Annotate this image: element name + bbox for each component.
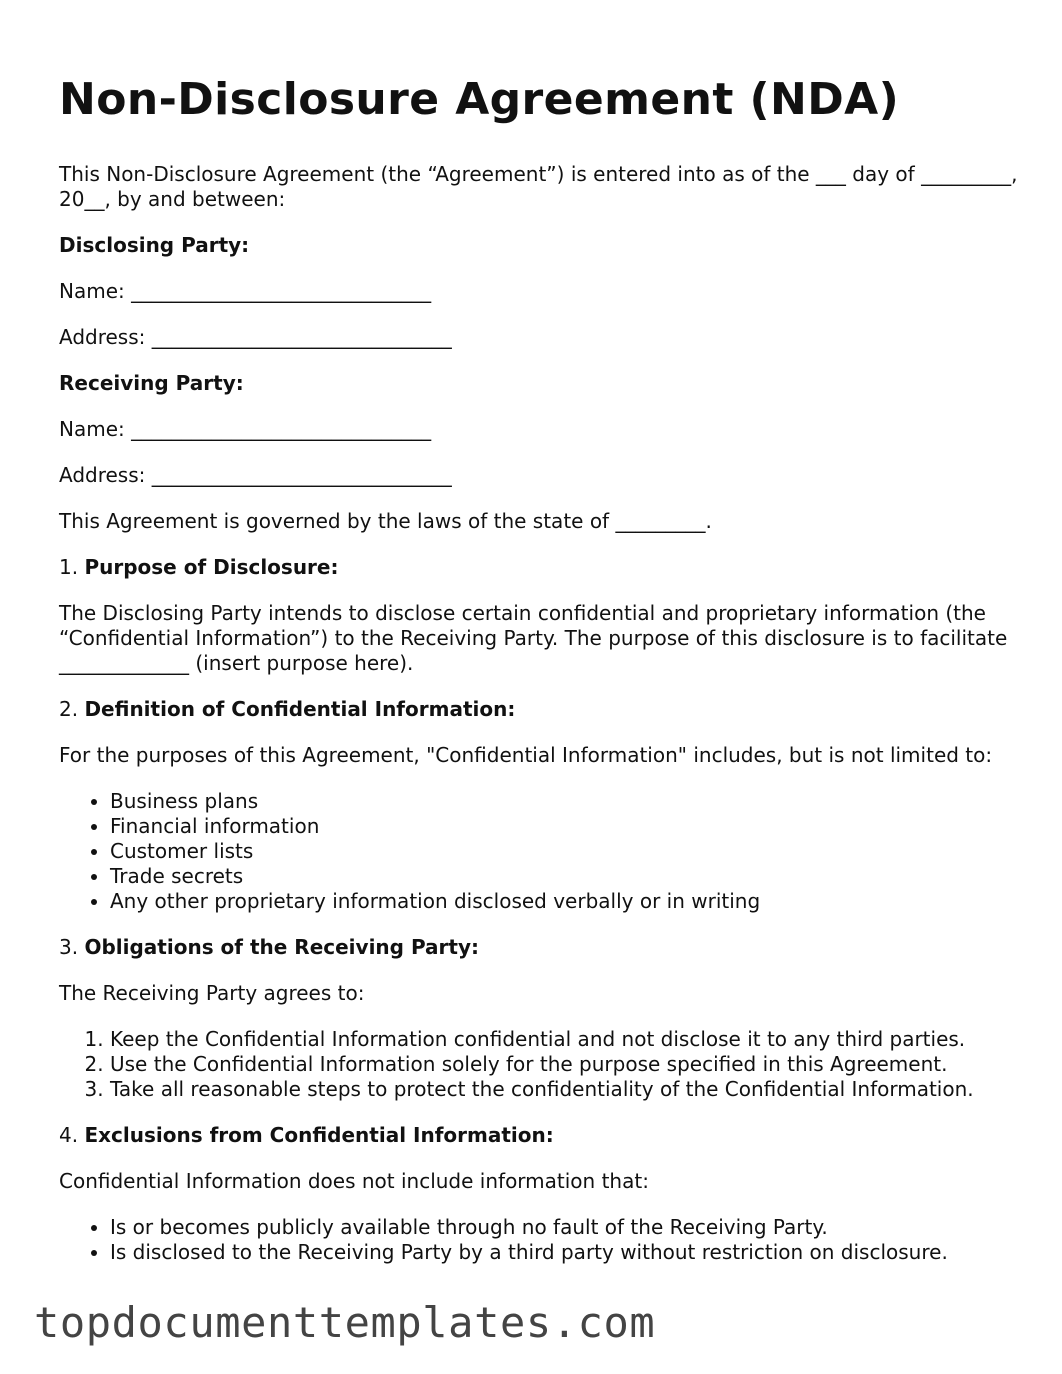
document-page [59,72,1019,1286]
receiving-party-address-field: Address: ______________________________ [59,463,452,487]
list-item: 3. Take all reasonable steps to protect the confidentiality of the Confidential Information. [110,1077,1019,1102]
list-item: 2. Use the Confidential Information solely for the purpose specified in this Agreement. [110,1052,1019,1077]
section-number: 2. [59,697,79,721]
section-number: 4. [59,1123,79,1147]
exclusions-list [59,1215,1019,1265]
governing-law-paragraph: This Agreement is governed by the laws of the state of _________. [59,509,712,533]
list-item: • Business plans [110,789,1019,814]
section-body: The Disclosing Party intends to disclose certain confidential and proprietary information (the “Confidential Information”) to the Receiving Party. The purpose of this disclosure is to facilitate _____________ (insert purpose here). [59,601,1008,675]
list-item: 1. Keep the Confidential Information confidential and not disclose it to any third parties. [110,1027,1019,1052]
obligations-list [59,1027,1019,1102]
section-title: Exclusions from Confidential Information: [84,1123,554,1147]
section-number: 3. [59,935,79,959]
disclosing-party-address-field: Address: ______________________________ [59,325,452,349]
receiving-party-heading: Receiving Party: [59,371,244,395]
list-item: • Any other proprietary information disclosed verbally or in writing [110,889,1019,914]
section-heading [59,697,1019,722]
intro-paragraph: This Non-Disclosure Agreement (the “Agreement”) is entered into as of the ___ day of _________, 20__, by and between: [59,162,1018,211]
list-item: • Customer lists [110,839,1019,864]
receiving-party-name-field: Name: ______________________________ [59,417,432,441]
section-number: 1. [59,555,79,579]
section-title: Definition of Confidential Information: [84,697,516,721]
section-heading [59,555,1019,580]
page-title: Non-Disclosure Agreement (NDA) [59,74,900,125]
disclosing-party-name-field: Name: ______________________________ [59,279,432,303]
section-title: Purpose of Disclosure: [84,555,339,579]
list-item: • Is or becomes publicly available through no fault of the Receiving Party. [110,1215,1019,1240]
list-item: • Is disclosed to the Receiving Party by a third party without restriction on disclosure. [110,1240,1019,1265]
disclosing-party-heading: Disclosing Party: [59,233,250,257]
list-item: • Trade secrets [110,864,1019,889]
section-heading [59,1123,1019,1148]
watermark: topdocumenttemplates.com [34,1298,656,1347]
section-body: The Receiving Party agrees to: [59,981,365,1005]
section-body: Confidential Information does not include information that: [59,1169,649,1193]
section-body: For the purposes of this Agreement, "Confidential Information" includes, but is not limited to: [59,743,993,767]
section-title: Obligations of the Receiving Party: [84,935,480,959]
section-heading [59,935,1019,960]
list-item: • Financial information [110,814,1019,839]
confidential-info-list [59,789,1019,914]
